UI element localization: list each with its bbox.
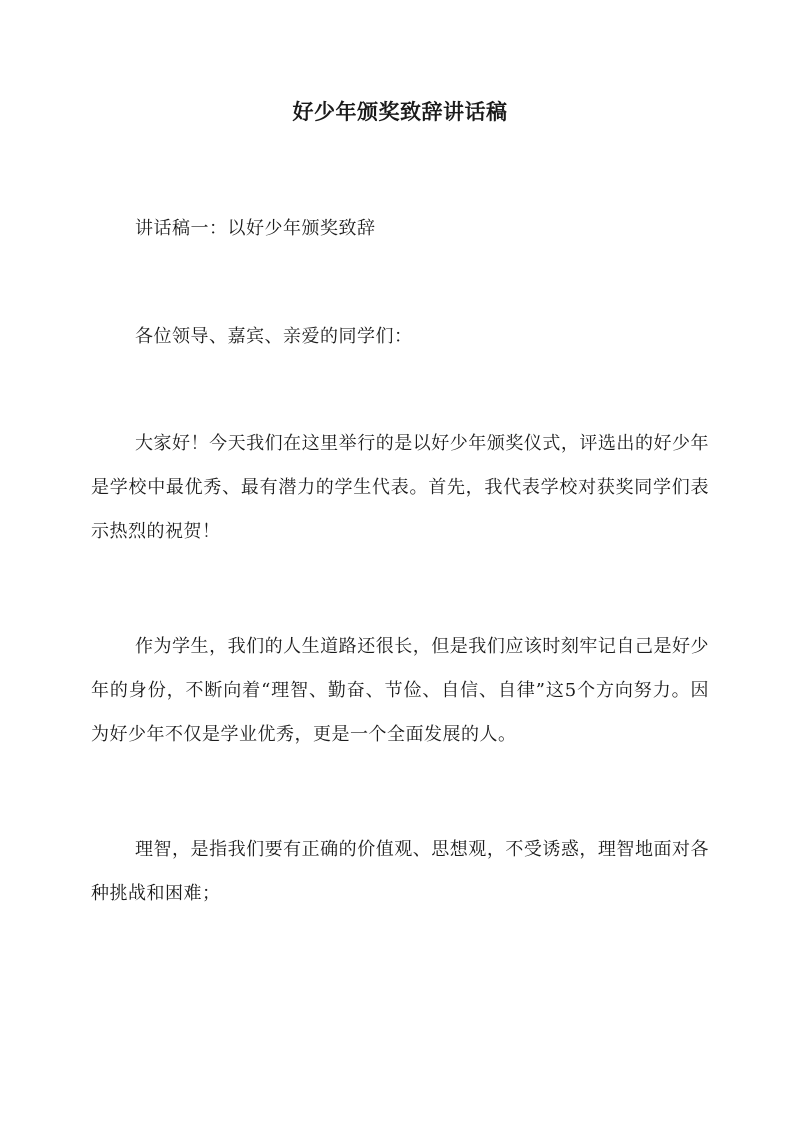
salutation-paragraph: 各位领导、嘉宾、亲爱的同学们： <box>135 326 413 347</box>
document-title: 好少年颁奖致辞讲话稿 <box>292 99 508 124</box>
speech-subtitle: 讲话稿一：以好少年颁奖致辞 <box>135 218 376 239</box>
direction-paragraph: 作为学生，我们的人生道路还很长，但是我们应该时刻牢记自己是好少年的身份，不断向着“理智、勤奋、节俭、自信、自律”这5个方向努力。因为好少年不仅是学业优秀，更是一个全面发展的人。 <box>91 636 709 745</box>
greeting-paragraph: 大家好！今天我们在这里举行的是以好少年颁奖仪式，评选出的好少年是学校中最优秀、最有潜力的学生代表。首先，我代表学校对获奖同学们表示热烈的祝贺！ <box>91 433 709 542</box>
rational-paragraph: 理智，是指我们要有正确的价值观、思想观，不受诱惑，理智地面对各种挑战和困难； <box>91 839 709 904</box>
